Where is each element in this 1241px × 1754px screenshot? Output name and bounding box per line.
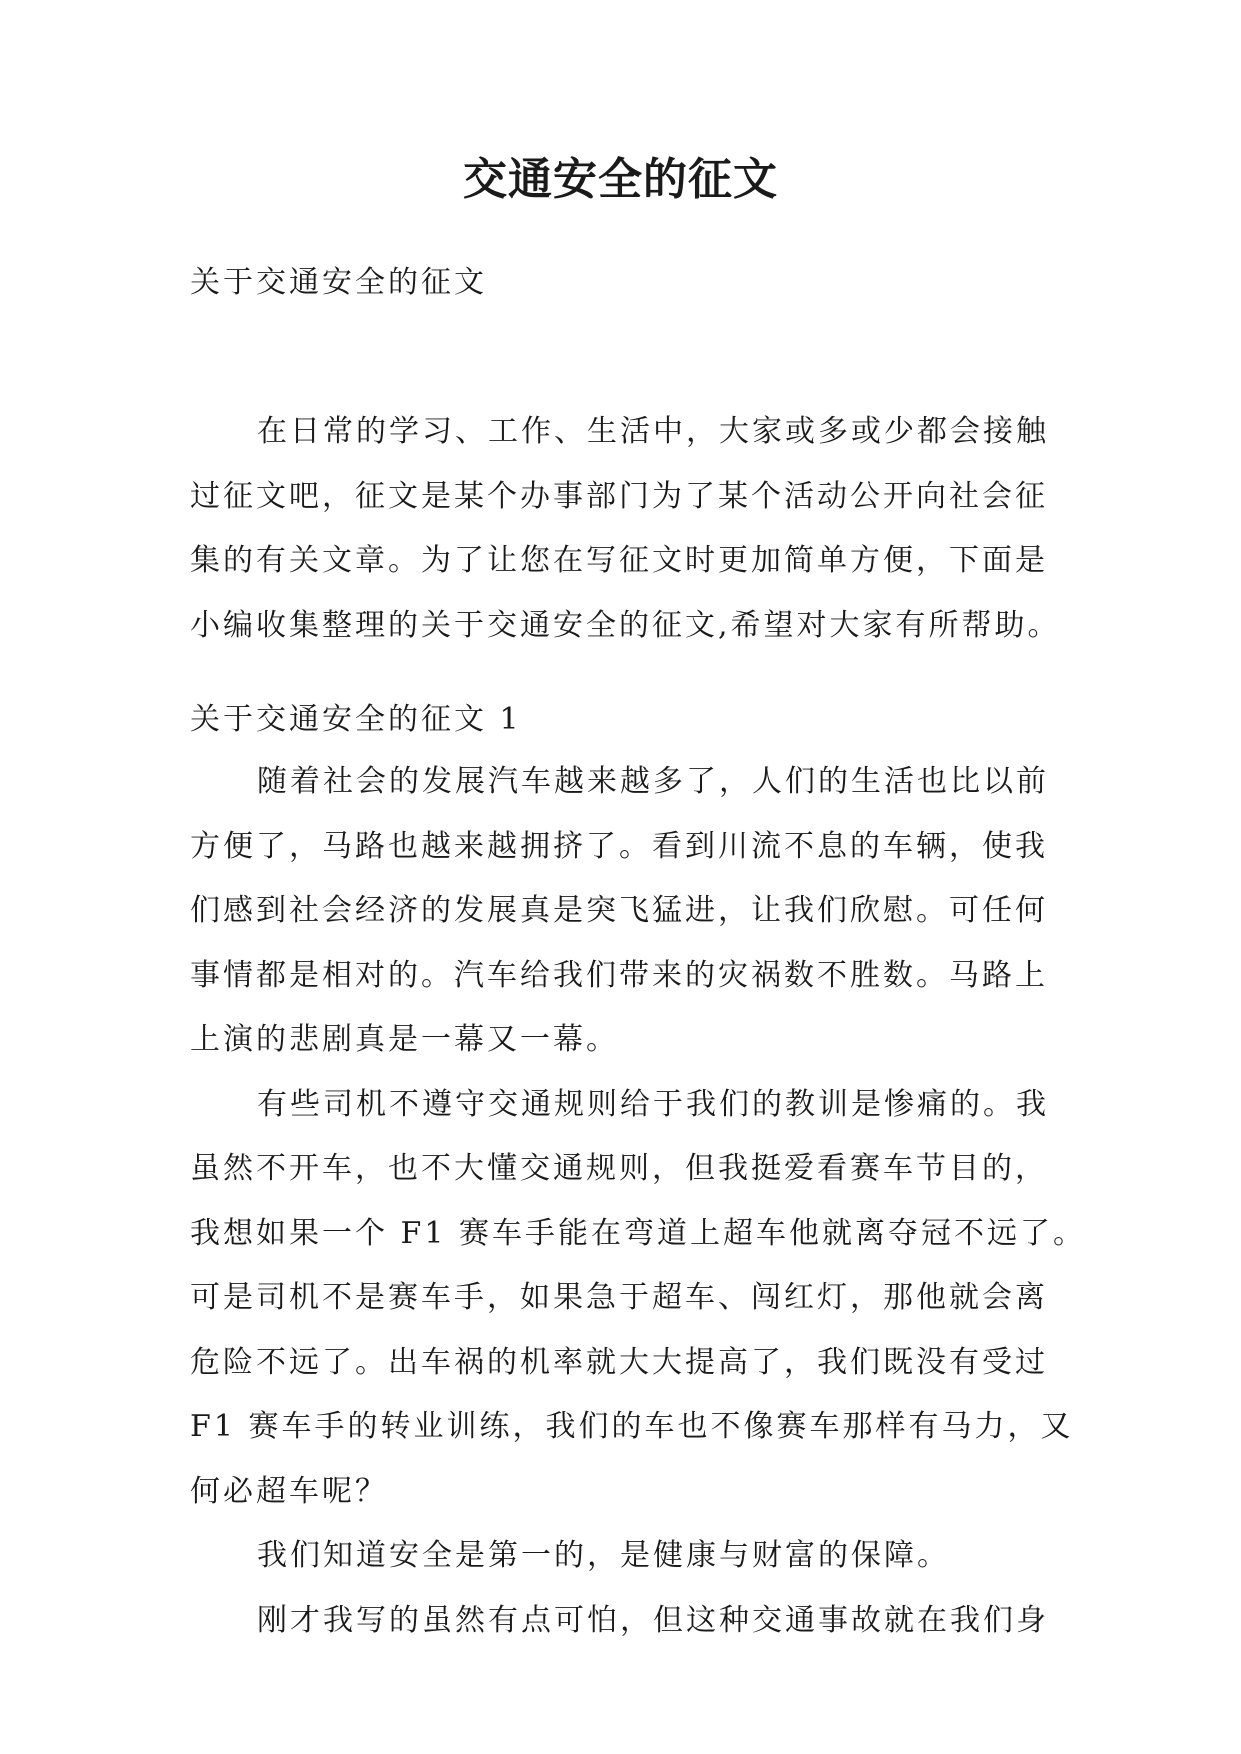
- section-1-body: [190, 750, 1086, 1653]
- text-line: 我想如果一个 F1 赛车手能在弯道上超车他就离夺冠不远了。: [190, 1215, 1086, 1251]
- text-line: 危险不远了。出车祸的机率就大大提高了，我们既没有受过: [190, 1344, 1048, 1380]
- text-line: 方便了，马路也越来越拥挤了。看到川流不息的车辆，使我: [190, 828, 1048, 864]
- intro-heading: 关于交通安全的征文: [190, 265, 487, 300]
- text-line: 我们知道安全是第一的，是健康与财富的保障。: [257, 1538, 950, 1573]
- text-line: 在日常的学习、工作、生活中，大家或多或少都会接触: [257, 414, 1049, 449]
- text-line: 随着社会的发展汽车越来越多了，人们的生活也比以前: [257, 764, 1049, 799]
- text-line: 有些司机不遵守交通规则给于我们的教训是惨痛的。我: [257, 1086, 1049, 1122]
- text-line: 过征文吧，征文是某个办事部门为了某个活动公开向社会征: [190, 478, 1048, 514]
- text-line: 小编收集整理的关于交通安全的征文,希望对大家有所帮助。: [190, 607, 1061, 643]
- text-line: 刚才我写的虽然有点可怕，但这种交通事故就在我们身: [257, 1602, 1049, 1638]
- text-line: 何必超车呢？: [190, 1473, 388, 1509]
- text-line: 们感到社会经济的发展真是突飞猛进，让我们欣慰。可任何: [190, 893, 1048, 928]
- text-line: 可是司机不是赛车手，如果急于超车、闯红灯，那他就会离: [190, 1280, 1048, 1315]
- text-line: 集的有关文章。为了让您在写征文时更加简单方便，下面是: [190, 543, 1048, 578]
- text-line: 事情都是相对的。汽车给我们带来的灾祸数不胜数。马路上: [190, 957, 1048, 993]
- text-line: 上演的悲剧真是一幕又一幕。: [190, 1022, 619, 1057]
- text-line: F1 赛车手的转业训练，我们的车也不像赛车那样有马力，又: [190, 1409, 1074, 1444]
- text-line: 虽然不开车，也不大懂交通规则，但我挺爱看赛车节目的，: [190, 1151, 1048, 1186]
- section-1-heading: 关于交通安全的征文 1: [190, 702, 522, 737]
- intro-paragraph: [190, 400, 1060, 658]
- document-title: 交通安全的征文: [463, 154, 778, 205]
